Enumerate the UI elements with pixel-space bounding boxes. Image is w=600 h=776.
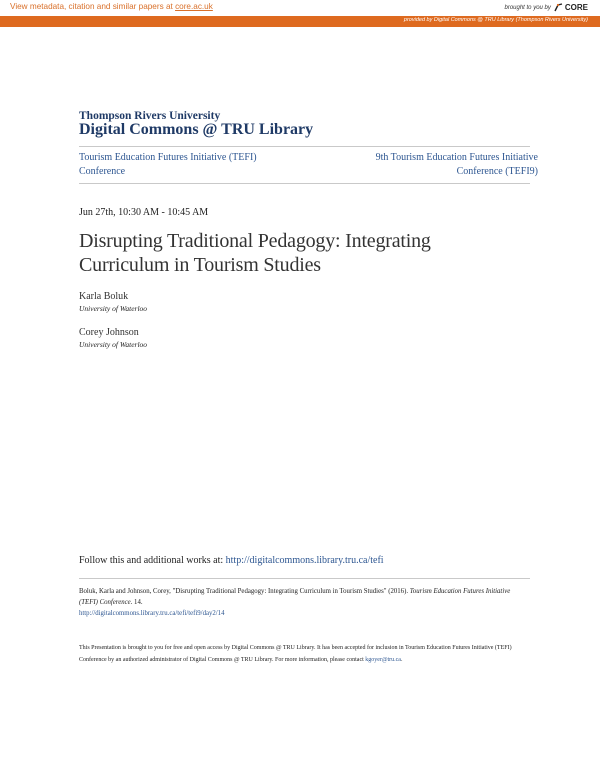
citation-link[interactable]: http://digitalcommons.library.tru.ca/tefi/tefi9/day2/14 [79,610,225,617]
library-name[interactable]: Digital Commons @ TRU Library [79,121,314,138]
author-affiliation: University of Waterloo [79,304,148,313]
author-name: Corey Johnson [79,327,139,338]
citation-venue: Tourism Education Futures Initiative (TEFI) Conference [79,588,511,606]
author-name: Karla Boluk [79,291,129,302]
paper-title: Disrupting Traditional Pedagogy: Integrating Curriculum in Tourism Studies [79,230,431,276]
citation-suffix: . 14. [130,599,143,606]
core-link[interactable]: core.ac.uk [175,2,213,11]
brought-by-text: brought to you by [504,4,551,11]
core-metadata-text [10,2,213,11]
core-logo-text: CORE [564,3,588,12]
divider [79,578,530,579]
divider [79,146,530,147]
citation-text: Boluk, Karla and Johnson, Corey, "Disrupting Traditional Pedagogy: Integrating Curriculum in Tourism Studies" (2016). [79,588,410,595]
core-logo[interactable] [554,3,588,12]
core-brought-by [505,3,589,12]
notice-end: . [400,656,403,663]
follow-link[interactable]: http://digitalcommons.library.tru.ca/tefi [225,555,384,566]
breadcrumb-conference-link[interactable]: 9th Tourism Education Futures Initiative Conference (TEFI9) [375,152,538,177]
provided-by-text: provided by Digital Commons @ TRU Library (Thompson Rivers University) [403,17,588,23]
contact-email-link[interactable]: kgoyer@tru.ca [365,656,401,663]
provided-by-bar [0,16,600,27]
university-name[interactable]: Thompson Rivers University [79,110,221,122]
follow-line [79,555,384,566]
access-notice [79,643,529,666]
session-date: Jun 27th, 10:30 AM - 10:45 AM [79,207,209,218]
breadcrumb-collection-link[interactable]: Tourism Education Futures Initiative (TEFI) Conference [79,152,257,177]
follow-text: Follow this and additional works at: [79,555,226,566]
notice-text: This Presentation is brought to you for free and open access by Digital Commons @ TRU Library. It has been accepted for inclusion in Tourism Education Futures Initiative (TEFI) Conference by an authorized administrator of Digital Commons @ TRU Library. For more information, please contact [79,645,512,663]
core-metadata-prefix: View metadata, citation and similar papers at [10,2,176,11]
author-affiliation: University of Waterloo [79,340,148,349]
core-banner [0,0,600,16]
citation-block [79,586,529,619]
divider [79,183,530,184]
core-logo-icon [554,3,563,12]
